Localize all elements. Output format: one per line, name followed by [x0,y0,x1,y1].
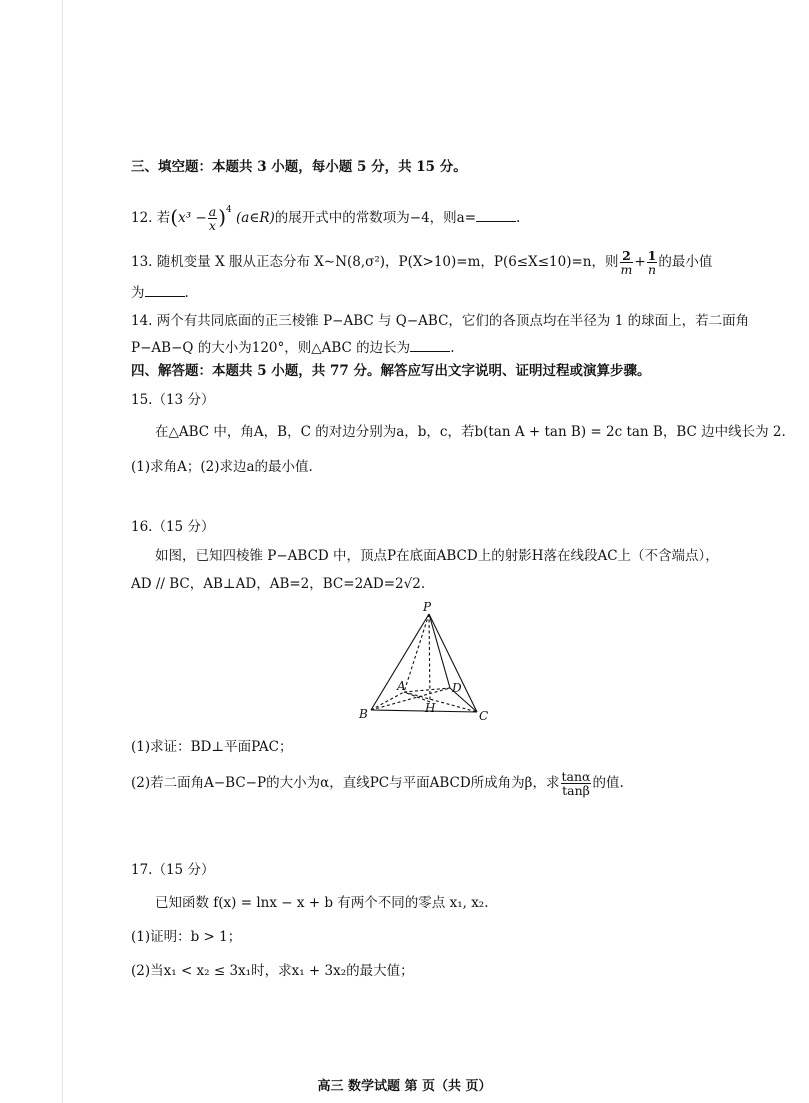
edge-PB [371,614,429,710]
question-number: 12. [131,210,153,226]
q16-part2-text: (2)若二面角A−BC−P的大小为α，直线PC与平面ABCD所成角为β，求 [131,775,560,791]
question-17-part1: (1)证明：b > 1； [131,929,242,945]
q16-fraction [561,770,592,797]
q13-f2-num: 1 [647,248,657,263]
q13-f1-den: m [620,262,633,277]
question-15-parts: (1)求角A；(2)求边a的最小值. [131,459,313,475]
question-16-part1: (1)求证：BD⊥平面PAC； [131,739,293,755]
left-paren: ( [170,205,179,229]
label-C: C [479,709,489,723]
q16-frac-num: tanα [561,769,591,784]
right-paren: ) [218,205,226,229]
q12-end: . [516,210,521,226]
label-A: A [397,679,406,693]
q12-prefix: 若 [156,210,171,226]
question-16-body: 如图，已知四棱锥 P−ABCD 中，顶点P在底面ABCD上的射影H落在线段AC上（不含端点）， [155,548,719,564]
q12-frac-den: x [208,218,216,233]
label-H: H [425,701,436,715]
section-heading-solve: 四、解答题：本题共 5 小题，共 77 分。解答应写出文字说明、证明过程或演算步骤。 [131,363,651,379]
q14-end: . [450,340,455,356]
edge-BC [371,710,477,712]
q16-frac-den: tanβ [562,783,590,798]
label-B: B [359,707,368,721]
q14-line1: 两个有共同底面的正三棱锥 P−ABC 与 Q−ABC，它们的各顶点均在半径为 1 的球面上，若二面角 [156,313,750,329]
q13-text: 随机变量 X 服从正态分布 X∼N(8,σ²)，P(X>10)=m，P(6≤X≤10)=n，则 [156,254,619,270]
question-16-part2 [131,770,624,797]
q12-exponent: 4 [226,205,232,215]
question-15-header: 15.（13 分） [131,392,215,408]
section-heading-fill-in: 三、填空题：本题共 3 小题，每小题 5 分，共 15 分。 [131,159,467,175]
q13-end: . [184,285,189,301]
question-15-body: 在△ABC 中，角A，B，C 的对边分别为a，b，c，若b(tan A + tan B) = 2c tan B，BC 边中线长为 2. [155,424,786,440]
edge-PC [429,614,477,712]
edge-PA [404,614,429,692]
q12-text: 的展开式中的常数项为−4，则a= [274,210,477,226]
question-number: 14. [131,313,153,329]
edge-AD [404,688,450,692]
question-16-conditions: AD // BC，AB⊥AD，AB=2，BC=2AD=2√2. [131,576,426,592]
label-D: D [452,681,462,695]
q12-condition: (a∈R) [236,210,275,226]
q13-f1-num: 2 [620,249,634,263]
question-number: 13. [131,254,153,270]
label-P: P [423,600,432,614]
page-footer: 高三 数学试题 第 页（共 页） [317,1079,492,1094]
q13-plus: + [634,254,646,270]
q13-line2-prefix: 为 [131,285,145,301]
q12-expr: x³ − [178,210,207,226]
question-16-header: 16.（15 分） [131,519,215,535]
question-17-header: 17.（15 分） [131,862,215,878]
edge-PH [429,614,430,702]
q13-text-end: 的最小值 [658,254,713,270]
q14-line2: P−AB−Q 的大小为120°，则△ABC 的边长为 [131,340,411,356]
question-17-body: 已知函数 f(x) = lnx − x + b 有两个不同的零点 x₁, x₂. [155,895,489,911]
q13-f2-den: n [647,262,657,277]
q12-frac-num: a [208,204,217,219]
q16-part2-end: 的值. [592,775,624,791]
question-17-part2: (2)当x₁ < x₂ ≤ 3x₁时，求x₁ + 3x₂的最大值； [131,963,414,979]
